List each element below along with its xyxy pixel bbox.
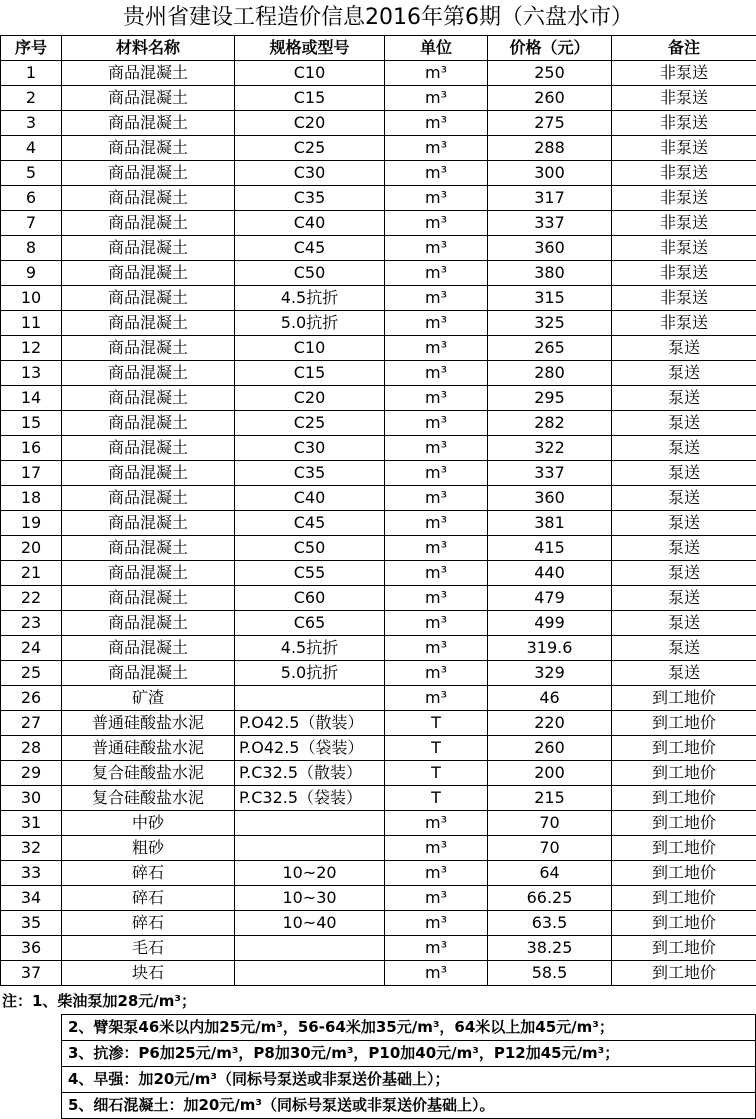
remark: 到工地价 xyxy=(612,961,756,986)
unit: m³ xyxy=(385,861,488,886)
remark: 泵送 xyxy=(612,361,756,386)
remark: 泵送 xyxy=(612,661,756,686)
table-header-row xyxy=(1,36,756,61)
table-row xyxy=(1,436,756,461)
table-row xyxy=(1,761,756,786)
notes-section xyxy=(0,989,756,1119)
spec: C15 xyxy=(235,86,385,111)
row-no: 37 xyxy=(1,961,62,986)
spec: C30 xyxy=(235,161,385,186)
table-row xyxy=(1,236,756,261)
remark: 泵送 xyxy=(612,411,756,436)
remark: 非泵送 xyxy=(612,186,756,211)
unit: m³ xyxy=(385,486,488,511)
spec: 10~30 xyxy=(235,886,385,911)
table-row xyxy=(1,211,756,236)
spec: 4.5抗折 xyxy=(235,286,385,311)
unit: m³ xyxy=(385,836,488,861)
unit: m³ xyxy=(385,461,488,486)
spec: C25 xyxy=(235,136,385,161)
table-body xyxy=(1,61,756,986)
material-name: 商品混凝土 xyxy=(62,486,235,511)
remark: 泵送 xyxy=(612,611,756,636)
unit: m³ xyxy=(385,511,488,536)
price: 317 xyxy=(488,186,612,211)
material-name: 商品混凝土 xyxy=(62,461,235,486)
row-no: 9 xyxy=(1,261,62,286)
spec xyxy=(235,961,385,986)
material-name: 复合硅酸盐水泥 xyxy=(62,786,235,811)
spec xyxy=(235,686,385,711)
table-row xyxy=(1,511,756,536)
remark: 泵送 xyxy=(612,336,756,361)
row-no: 32 xyxy=(1,836,62,861)
price: 260 xyxy=(488,86,612,111)
unit: T xyxy=(385,761,488,786)
row-no: 14 xyxy=(1,386,62,411)
remark: 非泵送 xyxy=(612,236,756,261)
remark: 泵送 xyxy=(612,536,756,561)
header-note: 备注 xyxy=(612,36,756,61)
material-name: 商品混凝土 xyxy=(62,661,235,686)
table-row xyxy=(1,186,756,211)
remark: 泵送 xyxy=(612,486,756,511)
remark: 到工地价 xyxy=(612,761,756,786)
unit: m³ xyxy=(385,86,488,111)
unit: m³ xyxy=(385,186,488,211)
material-name: 商品混凝土 xyxy=(62,236,235,261)
material-name: 中砂 xyxy=(62,811,235,836)
spec: C30 xyxy=(235,436,385,461)
material-name: 商品混凝土 xyxy=(62,111,235,136)
material-name: 商品混凝土 xyxy=(62,186,235,211)
table-row xyxy=(1,386,756,411)
table-row xyxy=(1,561,756,586)
remark: 到工地价 xyxy=(612,736,756,761)
spec xyxy=(235,811,385,836)
spec: P.O42.5（袋装） xyxy=(235,736,385,761)
row-no: 4 xyxy=(1,136,62,161)
row-no: 19 xyxy=(1,511,62,536)
table-row xyxy=(1,261,756,286)
price: 315 xyxy=(488,286,612,311)
remark: 非泵送 xyxy=(612,111,756,136)
material-name: 商品混凝土 xyxy=(62,436,235,461)
table-row xyxy=(1,636,756,661)
note-2: 2、臂架泵46米以内加25元/m³，56-64米加35元/m³，64米以上加45元/m³； xyxy=(61,1014,756,1040)
table-row xyxy=(1,911,756,936)
price: 295 xyxy=(488,386,612,411)
price: 215 xyxy=(488,786,612,811)
price: 381 xyxy=(488,511,612,536)
remark: 泵送 xyxy=(612,511,756,536)
spec: C20 xyxy=(235,386,385,411)
material-name: 商品混凝土 xyxy=(62,136,235,161)
table-row xyxy=(1,861,756,886)
price: 300 xyxy=(488,161,612,186)
price: 360 xyxy=(488,486,612,511)
unit: m³ xyxy=(385,661,488,686)
table-row xyxy=(1,836,756,861)
spec: C45 xyxy=(235,511,385,536)
price-table xyxy=(0,35,756,986)
table-row xyxy=(1,886,756,911)
spec: C10 xyxy=(235,61,385,86)
price: 63.5 xyxy=(488,911,612,936)
row-no: 1 xyxy=(1,61,62,86)
remark: 到工地价 xyxy=(612,886,756,911)
unit: T xyxy=(385,786,488,811)
price: 440 xyxy=(488,561,612,586)
price: 70 xyxy=(488,811,612,836)
remark: 泵送 xyxy=(612,561,756,586)
material-name: 商品混凝土 xyxy=(62,211,235,236)
price: 360 xyxy=(488,236,612,261)
row-no: 33 xyxy=(1,861,62,886)
row-no: 15 xyxy=(1,411,62,436)
unit: m³ xyxy=(385,811,488,836)
spec: C35 xyxy=(235,186,385,211)
remark: 到工地价 xyxy=(612,686,756,711)
remark: 非泵送 xyxy=(612,61,756,86)
table-row xyxy=(1,711,756,736)
table-row xyxy=(1,536,756,561)
note-4: 4、早强：加20元/m³（同标号泵送或非泵送价基础上）； xyxy=(61,1066,756,1092)
price: 66.25 xyxy=(488,886,612,911)
table-row xyxy=(1,336,756,361)
material-name: 普通硅酸盐水泥 xyxy=(62,711,235,736)
material-name: 商品混凝土 xyxy=(62,361,235,386)
material-name: 商品混凝土 xyxy=(62,611,235,636)
header-no: 序号 xyxy=(1,36,62,61)
remark: 泵送 xyxy=(612,461,756,486)
table-row xyxy=(1,286,756,311)
row-no: 21 xyxy=(1,561,62,586)
price: 220 xyxy=(488,711,612,736)
remark: 到工地价 xyxy=(612,811,756,836)
price: 380 xyxy=(488,261,612,286)
remark: 非泵送 xyxy=(612,211,756,236)
material-name: 商品混凝土 xyxy=(62,386,235,411)
header-name: 材料名称 xyxy=(62,36,235,61)
row-no: 16 xyxy=(1,436,62,461)
row-no: 34 xyxy=(1,886,62,911)
material-name: 商品混凝土 xyxy=(62,286,235,311)
price: 260 xyxy=(488,736,612,761)
table-row xyxy=(1,86,756,111)
spec: 10~20 xyxy=(235,861,385,886)
unit: m³ xyxy=(385,261,488,286)
price: 337 xyxy=(488,461,612,486)
table-row xyxy=(1,811,756,836)
table-row xyxy=(1,736,756,761)
price: 250 xyxy=(488,61,612,86)
price: 288 xyxy=(488,136,612,161)
material-name: 商品混凝土 xyxy=(62,336,235,361)
remark: 到工地价 xyxy=(612,836,756,861)
material-name: 商品混凝土 xyxy=(62,161,235,186)
price: 479 xyxy=(488,586,612,611)
price: 265 xyxy=(488,336,612,361)
material-name: 商品混凝土 xyxy=(62,536,235,561)
unit: m³ xyxy=(385,136,488,161)
table-row xyxy=(1,486,756,511)
remark: 泵送 xyxy=(612,636,756,661)
remark: 泵送 xyxy=(612,586,756,611)
table-row xyxy=(1,411,756,436)
spec: C20 xyxy=(235,111,385,136)
spec: C50 xyxy=(235,261,385,286)
unit: m³ xyxy=(385,536,488,561)
spec: 5.0抗折 xyxy=(235,661,385,686)
material-name: 商品混凝土 xyxy=(62,561,235,586)
row-no: 23 xyxy=(1,611,62,636)
row-no: 10 xyxy=(1,286,62,311)
remark: 非泵送 xyxy=(612,261,756,286)
unit: T xyxy=(385,736,488,761)
spec: P.C32.5（散装） xyxy=(235,761,385,786)
remark: 到工地价 xyxy=(612,786,756,811)
unit: m³ xyxy=(385,886,488,911)
material-name: 复合硅酸盐水泥 xyxy=(62,761,235,786)
unit: m³ xyxy=(385,436,488,461)
material-name: 碎石 xyxy=(62,861,235,886)
price: 200 xyxy=(488,761,612,786)
table-row xyxy=(1,786,756,811)
spec: C25 xyxy=(235,411,385,436)
row-no: 5 xyxy=(1,161,62,186)
remark: 泵送 xyxy=(612,436,756,461)
table-row xyxy=(1,161,756,186)
price: 322 xyxy=(488,436,612,461)
spec: C40 xyxy=(235,211,385,236)
remark: 到工地价 xyxy=(612,711,756,736)
spec: 5.0抗折 xyxy=(235,311,385,336)
remark: 非泵送 xyxy=(612,161,756,186)
material-name: 商品混凝土 xyxy=(62,86,235,111)
row-no: 13 xyxy=(1,361,62,386)
spec: C35 xyxy=(235,461,385,486)
page-title: 贵州省建设工程造价信息2016年第6期（六盘水市） xyxy=(0,0,756,35)
unit: m³ xyxy=(385,336,488,361)
spec: C15 xyxy=(235,361,385,386)
row-no: 7 xyxy=(1,211,62,236)
spec: C60 xyxy=(235,586,385,611)
table-row xyxy=(1,311,756,336)
price: 325 xyxy=(488,311,612,336)
note-3: 3、抗渗：P6加25元/m³，P8加30元/m³，P10加40元/m³，P12加45元/m³； xyxy=(61,1040,756,1066)
spec: C65 xyxy=(235,611,385,636)
material-name: 商品混凝土 xyxy=(62,311,235,336)
material-name: 块石 xyxy=(62,961,235,986)
row-no: 28 xyxy=(1,736,62,761)
price: 415 xyxy=(488,536,612,561)
material-name: 毛石 xyxy=(62,936,235,961)
unit: m³ xyxy=(385,386,488,411)
row-no: 2 xyxy=(1,86,62,111)
header-price: 价格（元） xyxy=(488,36,612,61)
material-name: 商品混凝土 xyxy=(62,511,235,536)
price: 337 xyxy=(488,211,612,236)
material-name: 商品混凝土 xyxy=(62,411,235,436)
row-no: 6 xyxy=(1,186,62,211)
unit: m³ xyxy=(385,236,488,261)
table-row xyxy=(1,961,756,986)
row-no: 17 xyxy=(1,461,62,486)
unit: m³ xyxy=(385,311,488,336)
row-no: 12 xyxy=(1,336,62,361)
material-name: 碎石 xyxy=(62,911,235,936)
remark: 泵送 xyxy=(612,386,756,411)
price: 329 xyxy=(488,661,612,686)
material-name: 矿渣 xyxy=(62,686,235,711)
row-no: 18 xyxy=(1,486,62,511)
material-name: 商品混凝土 xyxy=(62,636,235,661)
unit: T xyxy=(385,711,488,736)
price: 46 xyxy=(488,686,612,711)
unit: m³ xyxy=(385,961,488,986)
price: 70 xyxy=(488,836,612,861)
unit: m³ xyxy=(385,911,488,936)
table-row xyxy=(1,61,756,86)
row-no: 22 xyxy=(1,586,62,611)
unit: m³ xyxy=(385,161,488,186)
table-row xyxy=(1,936,756,961)
row-no: 20 xyxy=(1,536,62,561)
row-no: 25 xyxy=(1,661,62,686)
remark: 到工地价 xyxy=(612,936,756,961)
note-1: 注：1、柴油泵加28元/m³； xyxy=(0,989,756,1014)
spec xyxy=(235,936,385,961)
unit: m³ xyxy=(385,611,488,636)
remark: 非泵送 xyxy=(612,311,756,336)
table-row xyxy=(1,611,756,636)
unit: m³ xyxy=(385,586,488,611)
remark: 非泵送 xyxy=(612,86,756,111)
remark: 非泵送 xyxy=(612,286,756,311)
table-row xyxy=(1,686,756,711)
spec xyxy=(235,836,385,861)
material-name: 商品混凝土 xyxy=(62,61,235,86)
remark: 非泵送 xyxy=(612,136,756,161)
unit: m³ xyxy=(385,411,488,436)
unit: m³ xyxy=(385,636,488,661)
row-no: 36 xyxy=(1,936,62,961)
table-row xyxy=(1,661,756,686)
row-no: 26 xyxy=(1,686,62,711)
material-name: 碎石 xyxy=(62,886,235,911)
material-name: 普通硅酸盐水泥 xyxy=(62,736,235,761)
row-no: 29 xyxy=(1,761,62,786)
spec: C45 xyxy=(235,236,385,261)
price: 38.25 xyxy=(488,936,612,961)
row-no: 35 xyxy=(1,911,62,936)
material-name: 粗砂 xyxy=(62,836,235,861)
spec: P.C32.5（袋装） xyxy=(235,786,385,811)
unit: m³ xyxy=(385,561,488,586)
spec: C50 xyxy=(235,536,385,561)
material-name: 商品混凝土 xyxy=(62,586,235,611)
header-unit: 单位 xyxy=(385,36,488,61)
price: 64 xyxy=(488,861,612,886)
price: 319.6 xyxy=(488,636,612,661)
note-5: 5、细石混凝土：加20元/m³（同标号泵送或非泵送价基础上）。 xyxy=(61,1092,756,1119)
unit: m³ xyxy=(385,61,488,86)
spec: 10~40 xyxy=(235,911,385,936)
unit: m³ xyxy=(385,111,488,136)
spec: C55 xyxy=(235,561,385,586)
spec: C40 xyxy=(235,486,385,511)
table-row xyxy=(1,461,756,486)
spec: C10 xyxy=(235,336,385,361)
table-row xyxy=(1,361,756,386)
spec: P.O42.5（散装） xyxy=(235,711,385,736)
row-no: 24 xyxy=(1,636,62,661)
table-row xyxy=(1,111,756,136)
unit: m³ xyxy=(385,686,488,711)
row-no: 27 xyxy=(1,711,62,736)
price: 58.5 xyxy=(488,961,612,986)
price: 280 xyxy=(488,361,612,386)
unit: m³ xyxy=(385,361,488,386)
price: 499 xyxy=(488,611,612,636)
row-no: 31 xyxy=(1,811,62,836)
unit: m³ xyxy=(385,936,488,961)
unit: m³ xyxy=(385,286,488,311)
unit: m³ xyxy=(385,211,488,236)
material-name: 商品混凝土 xyxy=(62,261,235,286)
remark: 到工地价 xyxy=(612,911,756,936)
row-no: 3 xyxy=(1,111,62,136)
remark: 到工地价 xyxy=(612,861,756,886)
table-row xyxy=(1,586,756,611)
row-no: 30 xyxy=(1,786,62,811)
price: 275 xyxy=(488,111,612,136)
row-no: 8 xyxy=(1,236,62,261)
row-no: 11 xyxy=(1,311,62,336)
price: 282 xyxy=(488,411,612,436)
header-spec: 规格或型号 xyxy=(235,36,385,61)
table-row xyxy=(1,136,756,161)
spec: 4.5抗折 xyxy=(235,636,385,661)
